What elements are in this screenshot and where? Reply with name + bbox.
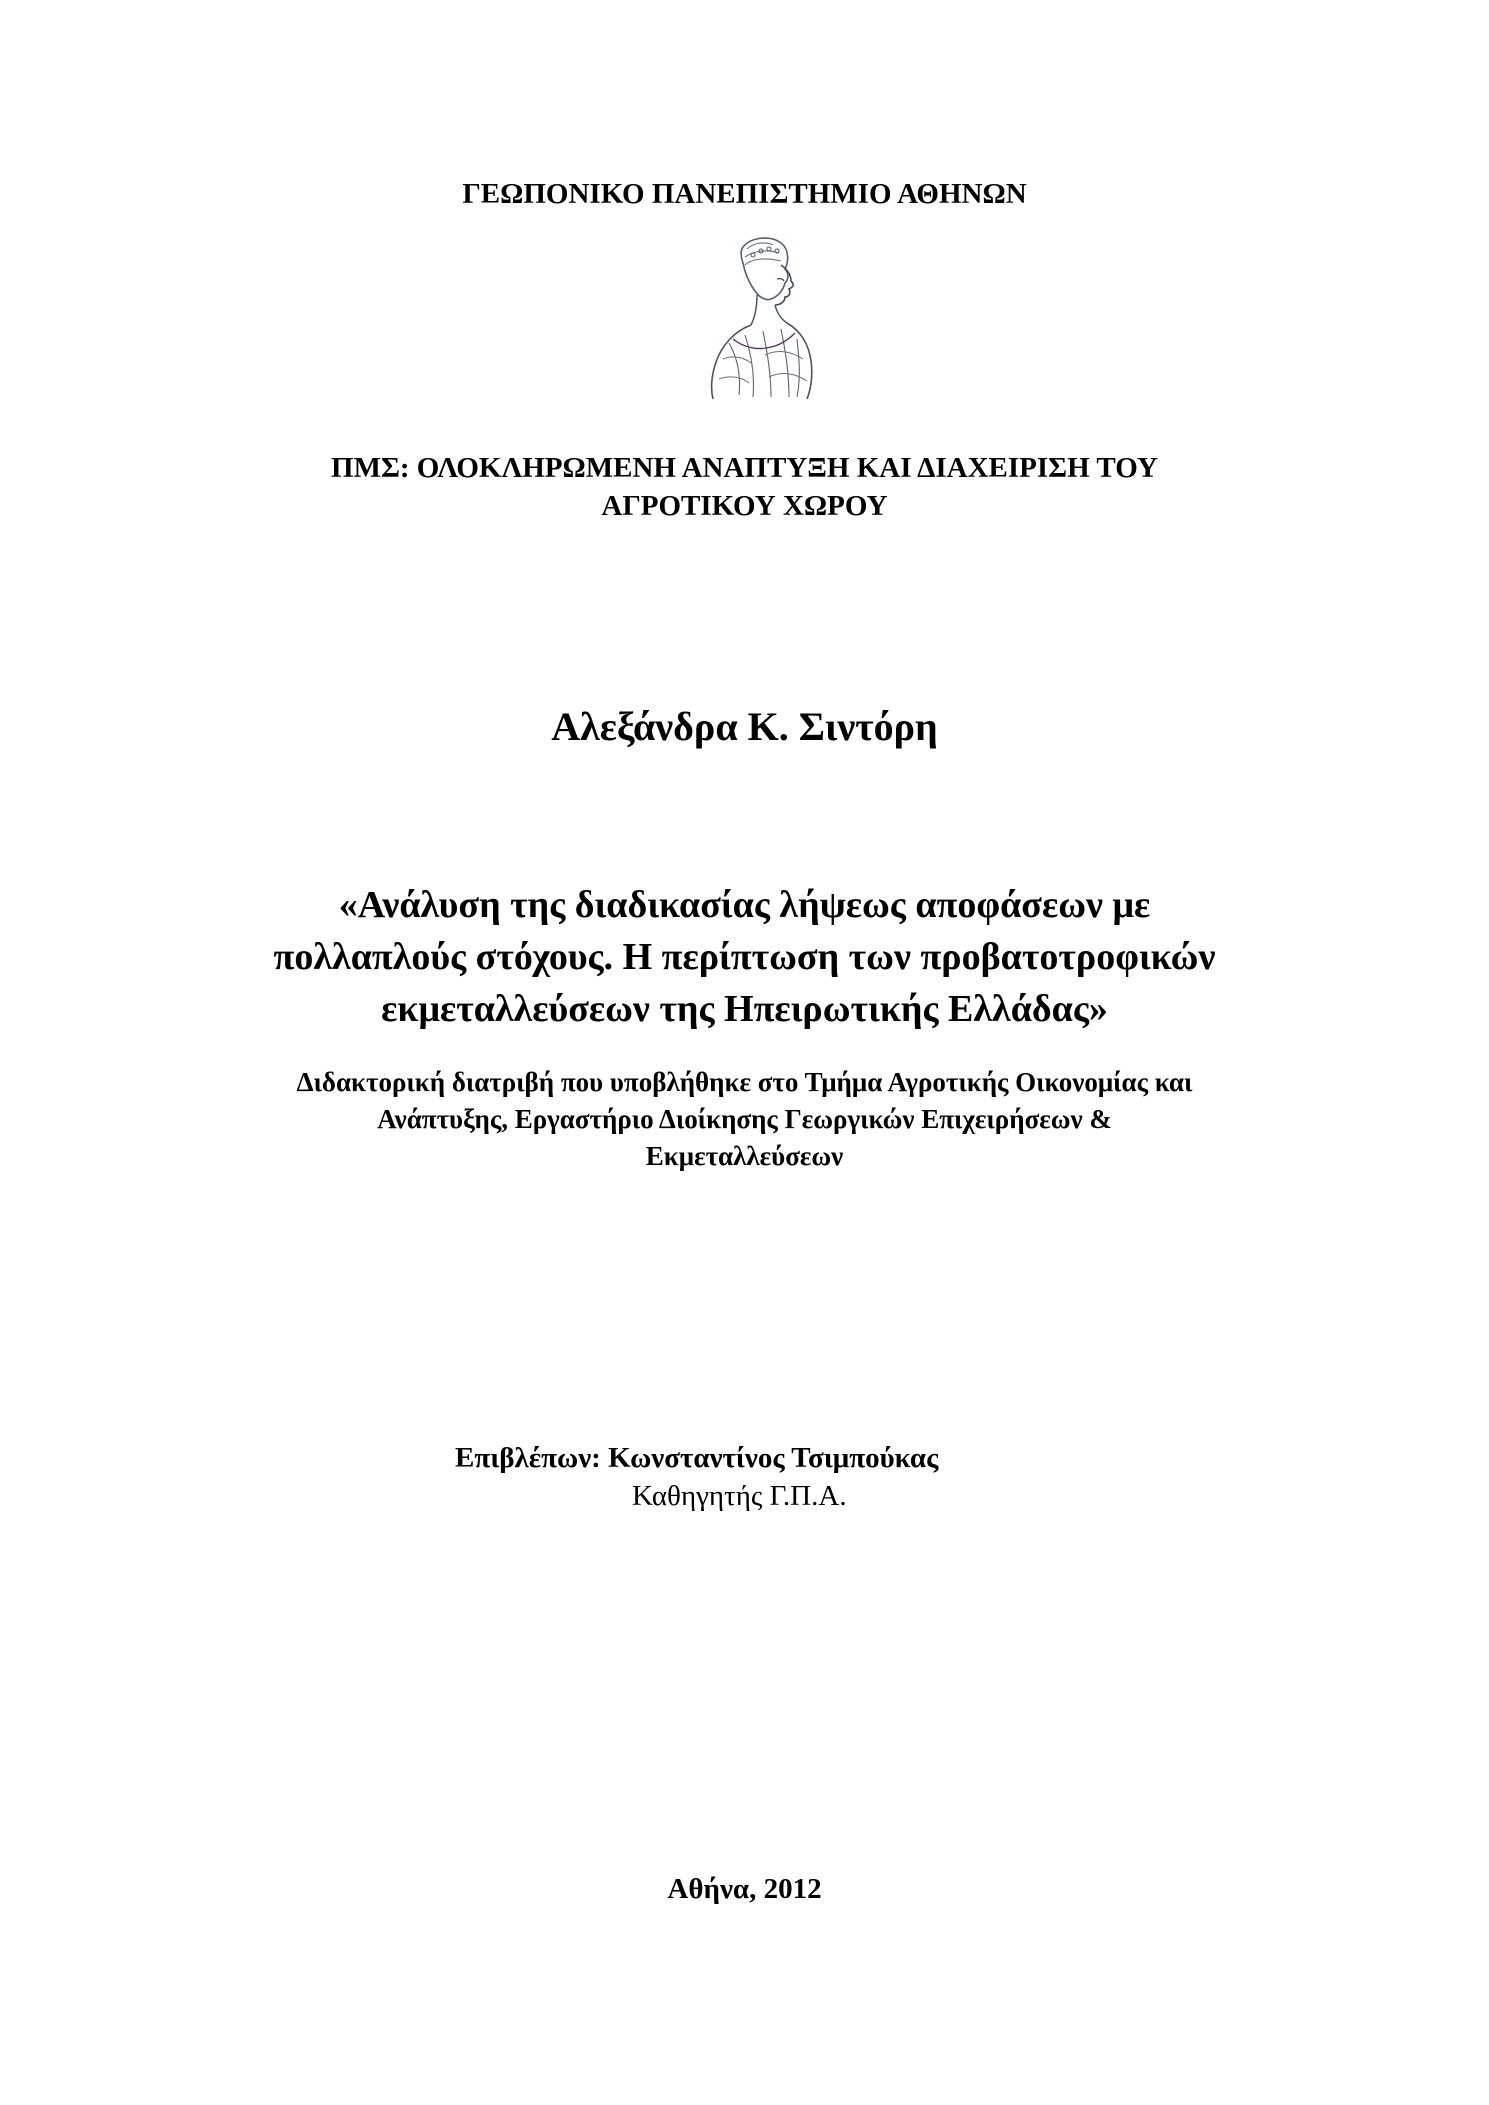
supervisor-line [455, 1442, 938, 1475]
supervisor-rank: Καθηγητής Γ.Π.Α. [632, 1480, 847, 1512]
thesis-title-line-3: εκμεταλλεύσεων της Ηπειρωτικής Ελλάδας» [381, 988, 1108, 1030]
thesis-description-line-1: Διδακτορική διατριβή που υποβλήθηκε στο Τμήμα Αγροτικής Οικονομίας και [296, 1067, 1193, 1097]
thesis-description-line-2: Ανάπτυξης, Εργαστήριο Διοίκησης Γεωργικών Επιχειρήσεων & [377, 1104, 1112, 1134]
thesis-description-line-3: Εκμεταλλεύσεων [645, 1141, 844, 1171]
author-name: Αλεξάνδρα Κ. Σιντόρη [551, 704, 938, 749]
program-title-line-1: ΠΜΣ: ΟΛΟΚΛΗΡΩΜΕΝΗ ΑΝΑΠΤΥΞΗ ΚΑΙ ΔΙΑΧΕΙΡΙΣΗ ΤΟΥ [331, 452, 1158, 484]
supervisor-label: Επιβλέπων: [455, 1442, 601, 1474]
university-portrait-logo-icon [685, 235, 835, 400]
university-name: ΓΕΩΠΟΝΙΚΟ ΠΑΝΕΠΙΣΤΗΜΙΟ ΑΘΗΝΩΝ [462, 178, 1027, 210]
thesis-title-line-1: «Ανάλυση της διαδικασίας λήψεως αποφάσεων με [338, 884, 1151, 926]
supervisor-name: Κωνσταντίνος Τσιμπούκας [608, 1442, 939, 1474]
place-and-date: Αθήνα, 2012 [667, 1873, 822, 1905]
thesis-title-line-2: πολλαπλούς στόχους. Η περίπτωση των προβατοτροφικών [273, 936, 1216, 978]
program-title-line-2: ΑΓΡΟΤΙΚΟΥ ΧΩΡΟΥ [601, 490, 888, 522]
